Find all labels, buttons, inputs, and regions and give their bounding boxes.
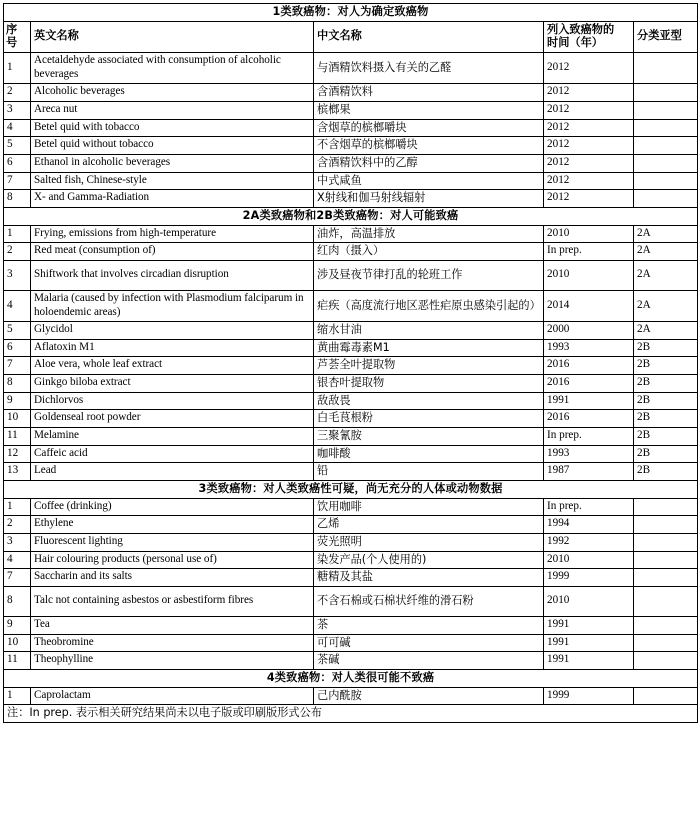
column-header-row xyxy=(4,21,698,52)
row-index: 3 xyxy=(4,534,31,552)
row-listing-year: In prep. xyxy=(544,498,634,516)
row-listing-year: 1994 xyxy=(544,516,634,534)
row-chinese-name: 不含烟草的槟榔嚼块 xyxy=(314,137,544,155)
column-header-listing-year: 列入致癌物的 时间（年） xyxy=(544,21,634,52)
row-chinese-name: 银杏叶提取物 xyxy=(314,375,544,393)
row-subtype xyxy=(634,137,698,155)
row-listing-year: 2012 xyxy=(544,101,634,119)
row-subtype: 2B xyxy=(634,410,698,428)
row-english-name: Hair colouring products (personal use of) xyxy=(31,551,314,569)
table-row xyxy=(4,392,698,410)
table-row xyxy=(4,463,698,481)
row-index: 3 xyxy=(4,260,31,290)
table-row xyxy=(4,84,698,102)
column-header-index: 序 号 xyxy=(4,21,31,52)
table-row xyxy=(4,634,698,652)
row-index: 2 xyxy=(4,84,31,102)
column-header-subtype: 分类亚型 xyxy=(634,21,698,52)
row-subtype: 2B xyxy=(634,357,698,375)
section-title: 3类致癌物：对人类致癌性可疑，尚无充分的人体或动物数据 xyxy=(4,481,698,499)
row-subtype xyxy=(634,498,698,516)
row-chinese-name: X射线和伽马射线辐射 xyxy=(314,190,544,208)
row-index: 4 xyxy=(4,290,31,321)
row-listing-year: 2012 xyxy=(544,137,634,155)
row-english-name: Dichlorvos xyxy=(31,392,314,410)
row-english-name: Theophylline xyxy=(31,652,314,670)
row-listing-year: 1991 xyxy=(544,617,634,635)
row-subtype xyxy=(634,516,698,534)
row-english-name: X- and Gamma-Radiation xyxy=(31,190,314,208)
row-index: 7 xyxy=(4,357,31,375)
row-subtype xyxy=(634,652,698,670)
table-row xyxy=(4,52,698,83)
row-subtype: 2A xyxy=(634,290,698,321)
row-subtype xyxy=(634,119,698,137)
row-english-name: Acetaldehyde associated with consumption of alcoholic beverages xyxy=(31,52,314,83)
row-index: 1 xyxy=(4,225,31,243)
row-listing-year: 2010 xyxy=(544,587,634,617)
row-chinese-name: 铅 xyxy=(314,463,544,481)
row-listing-year: In prep. xyxy=(544,243,634,261)
row-subtype: 2B xyxy=(634,445,698,463)
row-listing-year: 2016 xyxy=(544,410,634,428)
row-chinese-name: 饮用咖啡 xyxy=(314,498,544,516)
row-english-name: Betel quid with tobacco xyxy=(31,119,314,137)
row-subtype: 2B xyxy=(634,375,698,393)
row-index: 11 xyxy=(4,652,31,670)
row-index: 12 xyxy=(4,445,31,463)
table-row xyxy=(4,617,698,635)
row-listing-year: 2000 xyxy=(544,322,634,340)
row-subtype xyxy=(634,172,698,190)
row-chinese-name: 己内酰胺 xyxy=(314,687,544,705)
table-row xyxy=(4,652,698,670)
row-english-name: Talc not containing asbestos or asbestiform fibres xyxy=(31,587,314,617)
row-english-name: Tea xyxy=(31,617,314,635)
row-subtype xyxy=(634,84,698,102)
column-header-english-name: 英文名称 xyxy=(31,21,314,52)
row-chinese-name: 糖精及其盐 xyxy=(314,569,544,587)
row-listing-year: 2012 xyxy=(544,84,634,102)
row-subtype xyxy=(634,634,698,652)
row-english-name: Goldenseal root powder xyxy=(31,410,314,428)
row-subtype xyxy=(634,587,698,617)
row-chinese-name: 含酒精饮料 xyxy=(314,84,544,102)
row-index: 1 xyxy=(4,687,31,705)
row-index: 5 xyxy=(4,322,31,340)
row-english-name: Theobromine xyxy=(31,634,314,652)
row-listing-year: 1992 xyxy=(544,534,634,552)
footnote-text: 注：In prep. 表示相关研究结果尚未以电子版或印刷版形式公布 xyxy=(4,705,698,723)
row-english-name: Saccharin and its salts xyxy=(31,569,314,587)
table-row xyxy=(4,551,698,569)
row-listing-year: 1991 xyxy=(544,392,634,410)
row-chinese-name: 含酒精饮料中的乙醇 xyxy=(314,154,544,172)
row-english-name: Coffee (drinking) xyxy=(31,498,314,516)
row-chinese-name: 含烟草的槟榔嚼块 xyxy=(314,119,544,137)
row-listing-year: 1993 xyxy=(544,339,634,357)
row-index: 13 xyxy=(4,463,31,481)
footnote-row xyxy=(4,705,698,723)
row-english-name: Caffeic acid xyxy=(31,445,314,463)
row-listing-year: 2010 xyxy=(544,551,634,569)
row-english-name: Ethylene xyxy=(31,516,314,534)
row-chinese-name: 乙烯 xyxy=(314,516,544,534)
table-row xyxy=(4,587,698,617)
row-english-name: Salted fish, Chinese-style xyxy=(31,172,314,190)
row-index: 2 xyxy=(4,516,31,534)
row-index: 8 xyxy=(4,190,31,208)
row-subtype: 2B xyxy=(634,463,698,481)
row-subtype: 2B xyxy=(634,339,698,357)
row-subtype xyxy=(634,52,698,83)
row-index: 7 xyxy=(4,569,31,587)
row-subtype xyxy=(634,534,698,552)
row-chinese-name: 茶碱 xyxy=(314,652,544,670)
row-index: 1 xyxy=(4,498,31,516)
row-index: 3 xyxy=(4,101,31,119)
table-row xyxy=(4,569,698,587)
row-english-name: Frying, emissions from high-temperature xyxy=(31,225,314,243)
row-english-name: Ethanol in alcoholic beverages xyxy=(31,154,314,172)
section-title-row xyxy=(4,4,698,22)
row-english-name: Glycidol xyxy=(31,322,314,340)
row-listing-year: 1999 xyxy=(544,569,634,587)
row-english-name: Betel quid without tobacco xyxy=(31,137,314,155)
table-row xyxy=(4,357,698,375)
row-listing-year: 2016 xyxy=(544,357,634,375)
row-chinese-name: 涉及昼夜节律打乱的轮班工作 xyxy=(314,260,544,290)
row-listing-year: 1991 xyxy=(544,652,634,670)
row-index: 8 xyxy=(4,587,31,617)
table-row xyxy=(4,445,698,463)
row-listing-year: 2012 xyxy=(544,119,634,137)
row-english-name: Lead xyxy=(31,463,314,481)
row-chinese-name: 咖啡酸 xyxy=(314,445,544,463)
row-subtype xyxy=(634,154,698,172)
row-chinese-name: 红肉（摄入） xyxy=(314,243,544,261)
table-row xyxy=(4,339,698,357)
row-chinese-name: 黄曲霉毒素M1 xyxy=(314,339,544,357)
row-english-name: Aflatoxin M1 xyxy=(31,339,314,357)
row-index: 9 xyxy=(4,617,31,635)
row-chinese-name: 芦荟全叶提取物 xyxy=(314,357,544,375)
row-subtype xyxy=(634,551,698,569)
row-index: 8 xyxy=(4,375,31,393)
section-title-row xyxy=(4,207,698,225)
row-chinese-name: 与酒精饮料摄入有关的乙醛 xyxy=(314,52,544,83)
section-title-row xyxy=(4,669,698,687)
row-subtype xyxy=(634,687,698,705)
row-english-name: Caprolactam xyxy=(31,687,314,705)
row-listing-year: 2014 xyxy=(544,290,634,321)
row-subtype: 2A xyxy=(634,225,698,243)
row-subtype: 2A xyxy=(634,260,698,290)
row-listing-year: 2010 xyxy=(544,225,634,243)
row-chinese-name: 茶 xyxy=(314,617,544,635)
row-english-name: Ginkgo biloba extract xyxy=(31,375,314,393)
row-index: 11 xyxy=(4,428,31,446)
row-listing-year: 2012 xyxy=(544,154,634,172)
row-chinese-name: 疟疾（高度流行地区恶性疟原虫感染引起的） xyxy=(314,290,544,321)
row-chinese-name: 油炸，高温排放 xyxy=(314,225,544,243)
row-index: 10 xyxy=(4,634,31,652)
row-chinese-name: 敌敌畏 xyxy=(314,392,544,410)
row-listing-year: 1991 xyxy=(544,634,634,652)
row-chinese-name: 三聚氰胺 xyxy=(314,428,544,446)
row-subtype: 2A xyxy=(634,243,698,261)
row-index: 1 xyxy=(4,52,31,83)
row-chinese-name: 染发产品(个人使用的) xyxy=(314,551,544,569)
row-subtype: 2A xyxy=(634,322,698,340)
row-subtype xyxy=(634,617,698,635)
table-row xyxy=(4,322,698,340)
row-chinese-name: 可可碱 xyxy=(314,634,544,652)
row-subtype: 2B xyxy=(634,428,698,446)
row-listing-year: 2012 xyxy=(544,190,634,208)
row-listing-year: 1993 xyxy=(544,445,634,463)
row-subtype xyxy=(634,101,698,119)
section-title: 2A类致癌物和2B类致癌物：对人可能致癌 xyxy=(4,207,698,225)
section-title: 1类致癌物：对人为确定致癌物 xyxy=(4,4,698,22)
row-english-name: Red meat (consumption of) xyxy=(31,243,314,261)
row-index: 4 xyxy=(4,119,31,137)
row-listing-year: 2010 xyxy=(544,260,634,290)
row-index: 5 xyxy=(4,137,31,155)
row-english-name: Malaria (caused by infection with Plasmodium falciparum in holoendemic areas) xyxy=(31,290,314,321)
row-listing-year: 2016 xyxy=(544,375,634,393)
row-index: 6 xyxy=(4,339,31,357)
row-english-name: Aloe vera, whole leaf extract xyxy=(31,357,314,375)
row-english-name: Areca nut xyxy=(31,101,314,119)
row-chinese-name: 不含石棉或石棉状纤维的滑石粉 xyxy=(314,587,544,617)
table-row xyxy=(4,260,698,290)
table-row xyxy=(4,516,698,534)
table-row xyxy=(4,498,698,516)
row-listing-year: In prep. xyxy=(544,428,634,446)
row-index: 6 xyxy=(4,154,31,172)
table-row xyxy=(4,375,698,393)
table-row xyxy=(4,410,698,428)
carcinogen-classification-table xyxy=(3,3,698,723)
table-row xyxy=(4,243,698,261)
row-index: 7 xyxy=(4,172,31,190)
row-english-name: Alcoholic beverages xyxy=(31,84,314,102)
column-header-chinese-name: 中文名称 xyxy=(314,21,544,52)
row-chinese-name: 白毛茛根粉 xyxy=(314,410,544,428)
table-row xyxy=(4,428,698,446)
row-subtype xyxy=(634,569,698,587)
row-subtype xyxy=(634,190,698,208)
table-row xyxy=(4,687,698,705)
row-index: 4 xyxy=(4,551,31,569)
row-listing-year: 1999 xyxy=(544,687,634,705)
row-chinese-name: 槟榔果 xyxy=(314,101,544,119)
row-listing-year: 2012 xyxy=(544,52,634,83)
row-chinese-name: 荧光照明 xyxy=(314,534,544,552)
section-title-row xyxy=(4,481,698,499)
table-row xyxy=(4,154,698,172)
table-row xyxy=(4,119,698,137)
table-row xyxy=(4,137,698,155)
table-row xyxy=(4,190,698,208)
table-row xyxy=(4,172,698,190)
row-english-name: Fluorescent lighting xyxy=(31,534,314,552)
row-index: 2 xyxy=(4,243,31,261)
row-english-name: Melamine xyxy=(31,428,314,446)
section-title: 4类致癌物：对人类很可能不致癌 xyxy=(4,669,698,687)
row-listing-year: 2012 xyxy=(544,172,634,190)
table-row xyxy=(4,225,698,243)
row-chinese-name: 缩水甘油 xyxy=(314,322,544,340)
row-index: 9 xyxy=(4,392,31,410)
row-english-name: Shiftwork that involves circadian disruption xyxy=(31,260,314,290)
row-listing-year: 1987 xyxy=(544,463,634,481)
row-index: 10 xyxy=(4,410,31,428)
table-row xyxy=(4,290,698,321)
row-chinese-name: 中式咸鱼 xyxy=(314,172,544,190)
table-row xyxy=(4,534,698,552)
table-row xyxy=(4,101,698,119)
row-subtype: 2B xyxy=(634,392,698,410)
